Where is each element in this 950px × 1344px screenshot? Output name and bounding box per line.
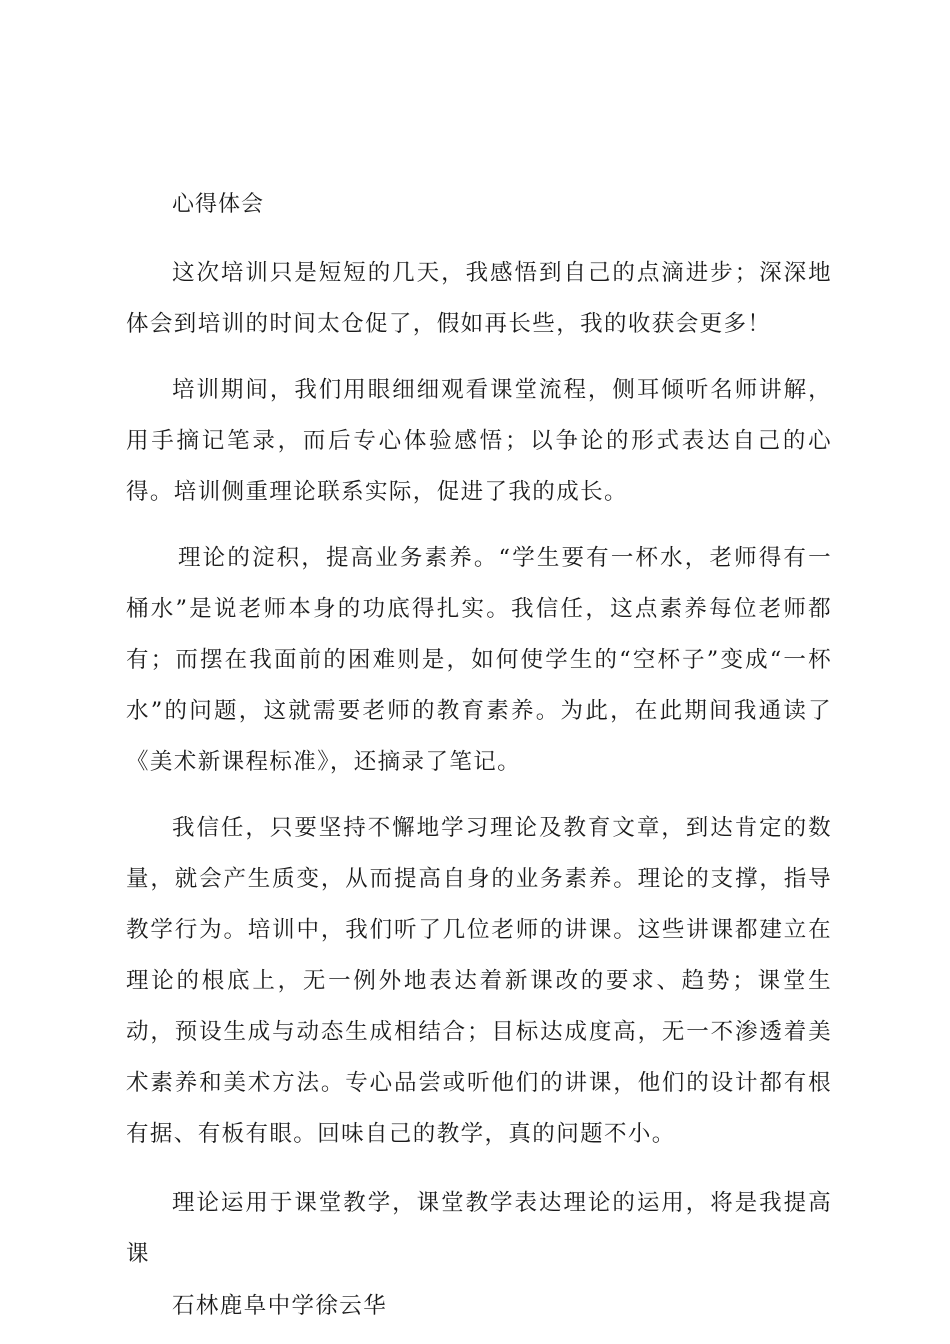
paragraph-2: 培训期间，我们用眼细细观看课堂流程，侧耳倾听名师讲解，用手摘记笔录，而后专心体验感悟；以争论的形式表达自己的心得。培训侧重理论联系实际，促进了我的成长。 [126, 377, 832, 505]
paragraph-1: 这次培训只是短短的几天，我感悟到自己的点滴进步；深深地体会到培训的时间太仓促了，假如再长些，我的收获会更多！ [126, 260, 832, 337]
paragraph-5: 理论运用于课堂教学，课堂教学表达理论的运用，将是我提高课 [126, 1190, 832, 1267]
paragraph-3: 理论的淀积，提高业务素养。“学生要有一杯水，老师得有一桶水”是说老师本身的功底得扎实。我信任，这点素养每位老师都有；而摆在我面前的困难则是，如何使学生的“空杯子”变成“一杯水”的问题，这就需要老师的教育素养。为此，在此期间我通读了《美术新课程标准》，还摘录了笔记。 [126, 545, 832, 775]
document-body [126, 190, 832, 1326]
paragraph-4: 我信任，只要坚持不懈地学习理论及教育文章，到达肯定的数量，就会产生质变，从而提高自身的业务素养。理论的支撑，指导教学行为。培训中，我们听了几位老师的讲课。这些讲课都建立在理论的根底上，无一例外地表达着新课改的要求、趋势；课堂生动，预设生成与动态生成相结合；目标达成度高，无一不渗透着美术素养和美术方法。专心品尝或听他们的讲课，他们的设计都有根有据、有板有眼。回味自己的教学，真的问题不小。 [126, 815, 832, 1147]
author-signature: 石林鹿阜中学徐云华 [172, 1293, 388, 1319]
document-title: 心得体会 [172, 192, 265, 217]
